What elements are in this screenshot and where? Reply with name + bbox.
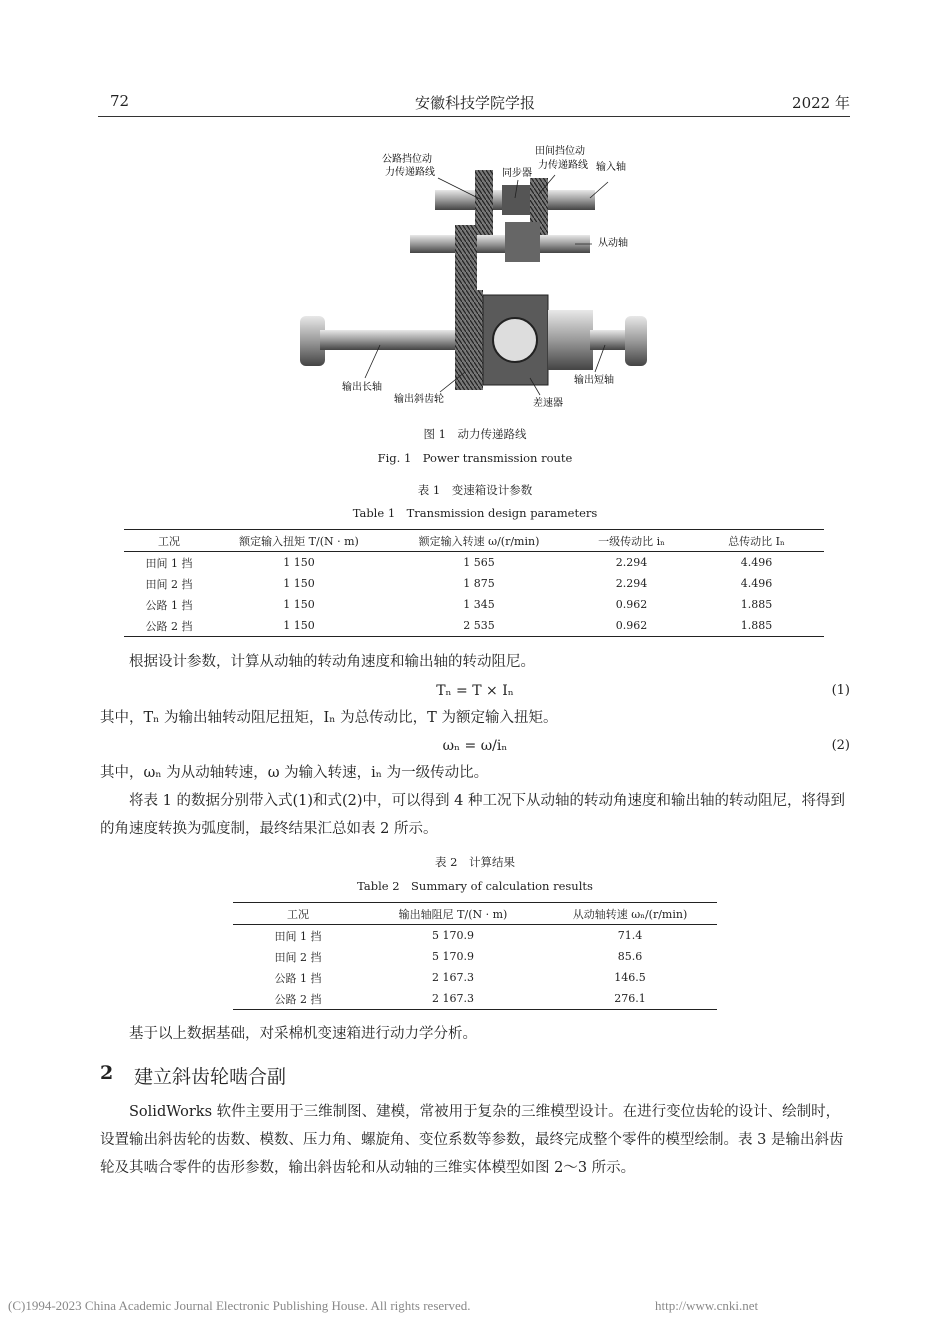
table-row (124, 552, 824, 574)
table-cell: 1 150 (283, 619, 315, 632)
table2-header: 从动轴转速 ωₙ/(r/min) (572, 907, 688, 921)
label-output-long-shaft: 输出长轴 (342, 382, 382, 393)
paragraph: 其中，ωₙ 为从动轴转速，ω 为输入转速，iₙ 为一级传动比。 (100, 765, 489, 781)
label-differential: 差速器 (533, 398, 563, 409)
label-synchronizer: 同步器 (502, 168, 532, 179)
table1-header: 额定输入扭矩 T/(N · m) (239, 534, 359, 548)
label-road-gear-2: 力传递路线 (385, 167, 435, 178)
table-cell: 2 167.3 (432, 992, 474, 1005)
header-rule (98, 116, 850, 117)
output-short-shaft (590, 330, 630, 350)
table-cell: 田间 2 挡 (274, 950, 322, 964)
table-cell: 田间 1 挡 (274, 929, 322, 943)
driven-shaft-body (410, 235, 590, 253)
table-cell: 公路 2 挡 (274, 992, 322, 1006)
table-cell: 4.496 (740, 577, 773, 590)
label-output-short-shaft: 输出短轴 (574, 375, 614, 386)
journal-year: 2022 年 (792, 94, 850, 112)
table-cell: 1 875 (463, 577, 495, 590)
table2-header: 工况 (287, 907, 309, 921)
table-cell: 0.962 (615, 619, 648, 632)
table-row (124, 594, 824, 615)
table-cell: 276.1 (614, 992, 646, 1005)
figure1-caption-cn: 图 1 动力传递路线 (423, 427, 527, 441)
label-road-gear-1: 公路挡位动 (382, 154, 432, 165)
driven-synchro (505, 222, 540, 262)
output-helical-gear (455, 290, 483, 390)
equation-1-number: (1) (831, 683, 850, 698)
paragraph: 基于以上数据基础，对采棉机变速箱进行动力学分析。 (129, 1026, 477, 1042)
table-cell: 1.885 (740, 619, 773, 632)
label-field-gear-2: 力传递路线 (538, 160, 588, 171)
table1-header: 总传动比 Iₙ (728, 534, 785, 548)
table1-header: 额定输入转速 ω/(r/min) (418, 534, 540, 548)
table-row (233, 988, 717, 1010)
paragraph: SolidWorks 软件主要用于三维制图、建模，常被用于复杂的三维模型设计。在进行变位齿轮的设计、绘制时，设置输出斜齿轮的齿数、模数、压力角、螺旋角、变位系数等参数，最终完成整个零件的模型绘制。表 3 是输出斜齿轮及其啮合零件的齿形参数，输出斜齿轮和从动轴的三维实体模型如图 2～3 所示。 (100, 1104, 844, 1176)
table-cell: 5 170.9 (432, 929, 474, 942)
output-long-shaft (320, 330, 470, 350)
figure1-caption-en: Fig. 1 Power transmission route (377, 451, 573, 465)
table-cell: 1.885 (740, 598, 773, 611)
paragraph: 其中，Tₙ 为输出轴转动阻尼扭矩，Iₙ 为总传动比，T 为额定输入扭矩。 (100, 710, 558, 726)
table2-header: 输出轴阻尼 T/(N · m) (398, 907, 508, 921)
table-cell: 85.6 (617, 950, 643, 963)
table-cell: 146.5 (614, 971, 646, 984)
table-cell: 公路 2 挡 (145, 619, 193, 633)
table-cell: 2 535 (463, 619, 495, 632)
table-cell: 71.4 (617, 929, 643, 942)
equation-2: ωₙ = ω/iₙ (442, 738, 508, 754)
table-cell: 1 565 (463, 556, 495, 569)
label-field-gear-1: 田间挡位动 (535, 146, 585, 157)
table-row (233, 925, 717, 947)
bearing-housing (548, 310, 593, 370)
table1-caption-cn: 表 1 变速箱设计参数 (417, 483, 533, 497)
table2-caption-en: Table 2 Summary of calculation results (357, 879, 593, 893)
table-cell: 1 150 (283, 598, 315, 611)
table1 (124, 529, 824, 637)
table-row (233, 946, 717, 967)
table-row (233, 967, 717, 988)
driven-gear (455, 225, 477, 295)
section-number: 2 (100, 1062, 114, 1084)
equation-2-number: (2) (831, 738, 850, 753)
table-cell: 2.294 (615, 556, 648, 569)
table1-caption-en: Table 1 Transmission design parameters (352, 506, 598, 520)
table-cell: 5 170.9 (432, 950, 474, 963)
table-cell: 1 345 (463, 598, 495, 611)
paragraph: 根据设计参数，计算从动轴的转动角速度和输出轴的转动阻尼。 (129, 654, 535, 670)
table-cell: 田间 1 挡 (145, 556, 193, 570)
road-gear (475, 170, 493, 245)
section-title: 建立斜齿轮啮合副 (134, 1066, 287, 1088)
page-number: 72 (110, 92, 130, 110)
copyright-footer: (C)1994-2023 China Academic Journal Electronic Publishing House. All rights reserved. (8, 1298, 471, 1313)
table-cell: 2 167.3 (432, 971, 474, 984)
right-flange (625, 316, 647, 366)
synchronizer-hub (502, 185, 530, 215)
paragraph: 将表 1 的数据分别带入式(1)和式(2)中，可以得到 4 种工况下从动轴的转动角速度和输出轴的转动阻尼，将得到的角速度转换为弧度制，最终结果汇总如表 2 所示。 (100, 793, 845, 837)
label-output-helical-gear: 输出斜齿轮 (394, 394, 444, 405)
equation-1: Tₙ = T × Iₙ (436, 683, 514, 699)
table-cell: 田间 2 挡 (145, 577, 193, 591)
table-cell: 0.962 (615, 598, 648, 611)
table-cell: 4.496 (740, 556, 773, 569)
table-row (124, 615, 824, 637)
table-row (124, 573, 824, 594)
table2 (233, 902, 717, 1010)
table-cell: 2.294 (615, 577, 648, 590)
journal-title: 安徽科技学院学报 (414, 94, 535, 112)
table-cell: 1 150 (283, 556, 315, 569)
table-cell: 公路 1 挡 (274, 971, 322, 985)
differential-window (493, 318, 537, 362)
table-cell: 公路 1 挡 (145, 598, 193, 612)
label-input-shaft: 输入轴 (596, 162, 626, 173)
cnki-link[interactable]: http://www.cnki.net (655, 1298, 759, 1313)
label-driven-shaft: 从动轴 (598, 238, 628, 249)
table2-caption-cn: 表 2 计算结果 (435, 855, 515, 869)
table-cell: 1 150 (283, 577, 315, 590)
table1-header: 工况 (158, 534, 180, 548)
gearbox-figure (290, 140, 660, 415)
table1-header: 一级传动比 iₙ (598, 534, 665, 548)
